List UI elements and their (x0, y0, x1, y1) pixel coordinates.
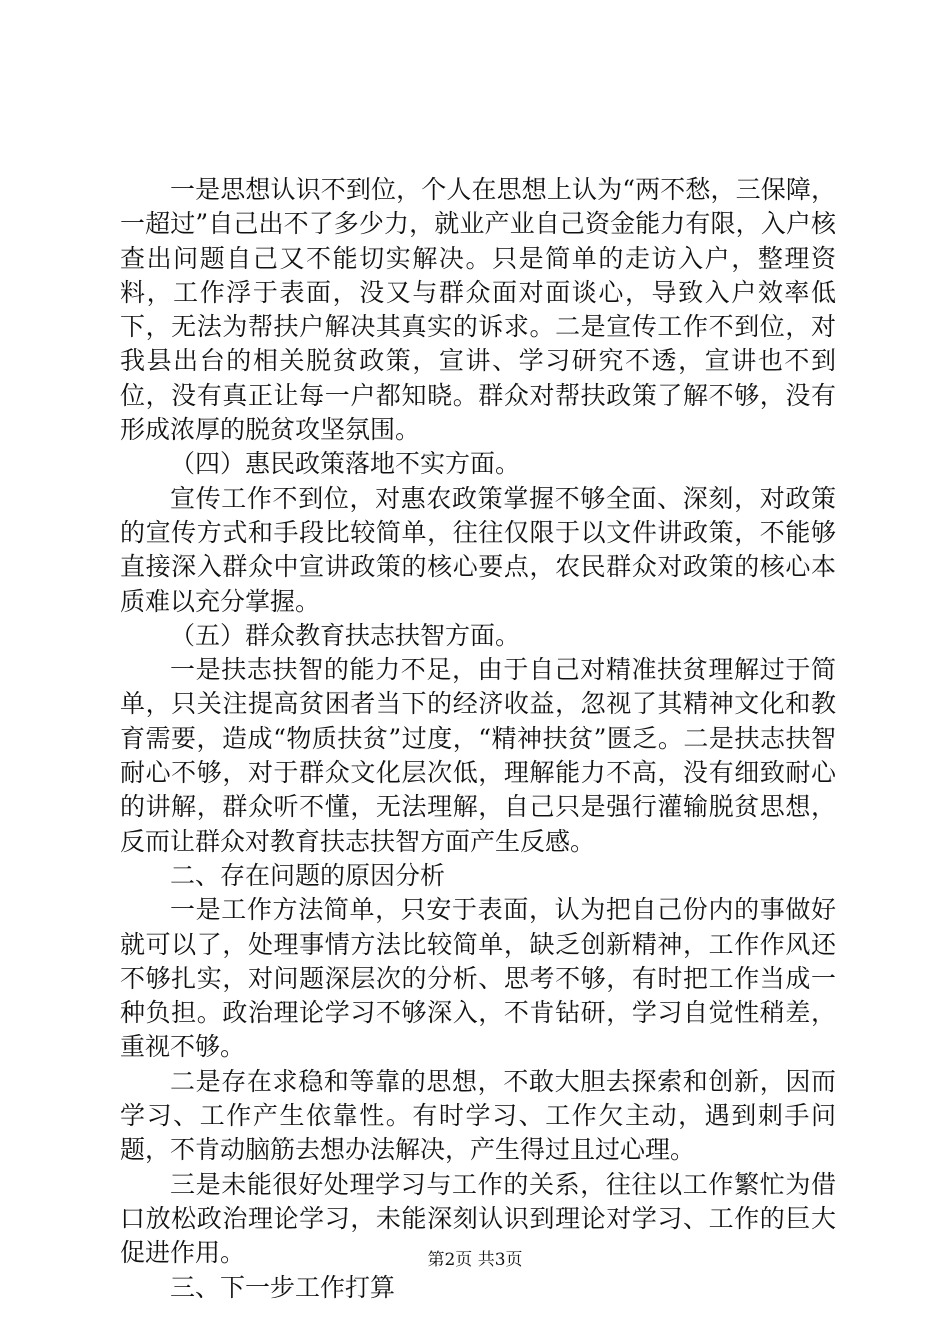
page-footer: 第2页 共3页 (427, 1250, 523, 1270)
section-heading: （五）群众教育扶志扶智方面。 (170, 620, 521, 650)
document-body (120, 173, 836, 1305)
paragraph: 二是存在求稳和等靠的思想，不敢大胆去探索和创新，因而学习、工作产生依靠性。有时学习、工作欠主动，遇到刺手问题，不肯动脑筋去想办法解决，产生得过且过心理。 (120, 1066, 836, 1165)
paragraph: 一是思想认识不到位，个人在思想上认为“两不愁，三保障，一超过”自己出不了多少力，就业产业自己资金能力有限，入户核查出问题自己又不能切实解决。只是简单的走访入户，整理资料，工作浮于表面，没又与群众面对面谈心，导致入户效率低下，无法为帮扶户解决其真实的诉求。二是宣传工作不到位，对我县出台的相关脱贫政策，宣讲、学习研究不透，宣讲也不到位，没有真正让每一户都知晓。群众对帮扶政策了解不够，没有形成浓厚的脱贫攻坚氛围。 (120, 175, 836, 445)
paragraph: 一是扶志扶智的能力不足，由于自己对精准扶贫理解过于简单，只关注提高贫困者当下的经济收益，忽视了其精神文化和教育需要，造成“物质扶贫”过度，“精神扶贫”匮乏。二是扶志扶智耐心不够，对于群众文化层次低，理解能力不高，没有细致耐心的讲解，群众听不懂，无法理解，自己只是强行灌输脱贫思想，反而让群众对教育扶志扶智方面产生反感。 (120, 655, 836, 856)
paragraph: 一是工作方法简单，只安于表面，认为把自己份内的事做好就可以了，处理事情方法比较简单，缺乏创新精神，工作作风还不够扎实，对问题深层次的分析、思考不够，有时把工作当成一种负担。政治理论学习不够深入，不肯钻研，学习自觉性稍差，重视不够。 (120, 895, 836, 1062)
paragraph: 宣传工作不到位，对惠农政策掌握不够全面、深刻，对政策的宣传方式和手段比较简单，往往仅限于以文件讲政策，不能够直接深入群众中宣讲政策的核心要点，农民群众对政策的核心本质难以充分掌握。 (120, 483, 836, 616)
section-heading: 三、下一步工作打算 (170, 1272, 396, 1302)
section-heading: （四）惠民政策落地不实方面。 (170, 449, 521, 479)
section-heading: 二、存在问题的原因分析 (170, 860, 446, 890)
paragraph: 三是未能很好处理学习与工作的关系，往往以工作繁忙为借口放松政治理论学习，未能深刻认识到理论对学习、工作的巨大促进作用。 (120, 1169, 836, 1268)
